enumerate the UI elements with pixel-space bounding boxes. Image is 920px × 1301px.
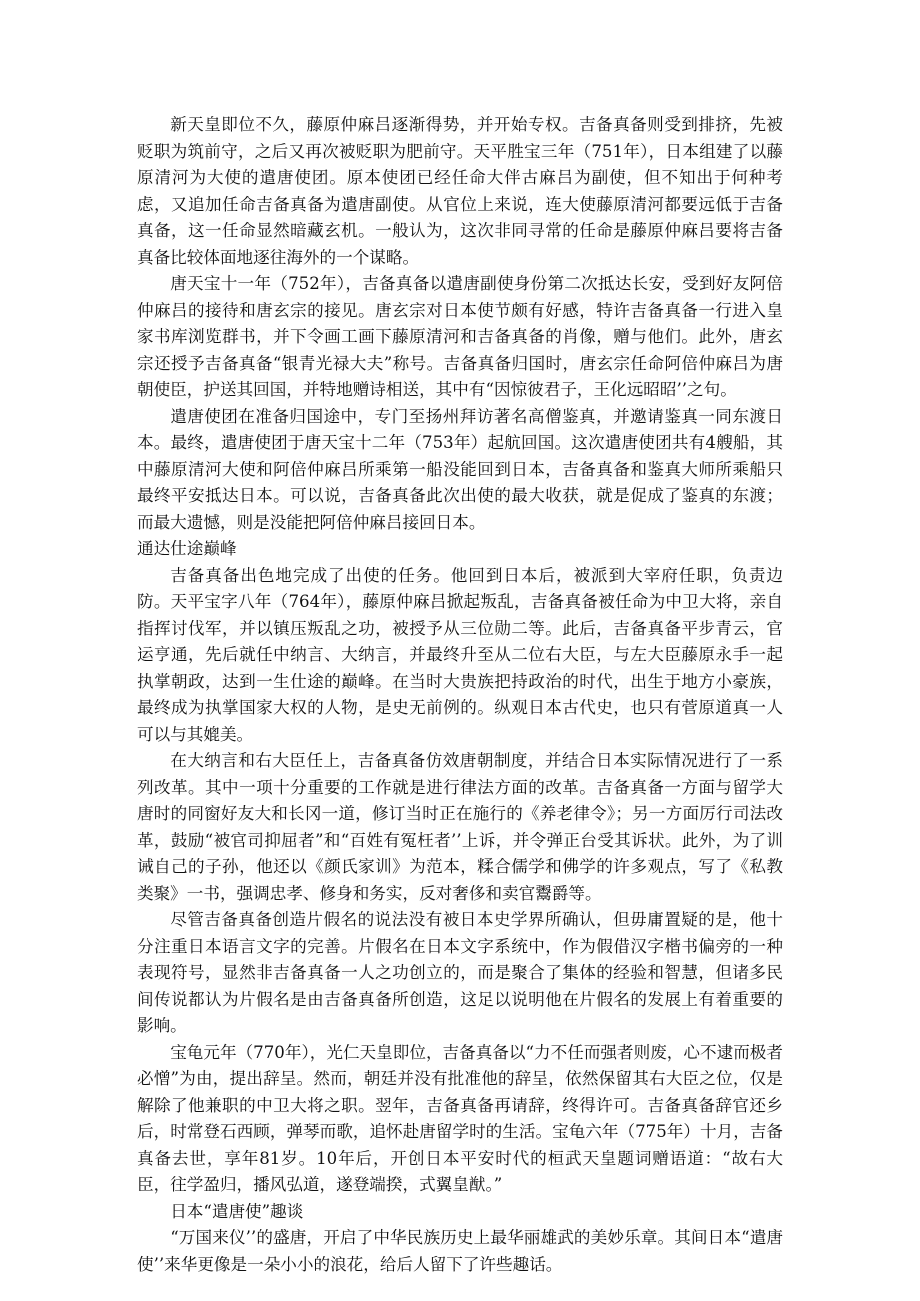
paragraph-career: 吉备真备出色地完成了出使的任务。他回到日本后，被派到大宰府任职，负责边防。天平宝字八年（764年），藤原仲麻吕掀起叛乱，吉备真备被任命为中卫大将，亲自指挥讨伐军，并以镇压叛乱之功，被授予从三位勋二等。此后，吉备真备平步青云，官运亨通，先后就任中纳言、大纳言，并最终升至从二位右大臣，与左大臣藤原永手一起执掌朝政，达到一生仕途的巅峰。在当时大贵族把持政治的时代，出生于地方小豪族，最终成为执掌国家大权的人物，是史无前例的。纵观日本古代史，也只有菅原道真一人可以与其媲美。: [137, 565, 783, 744]
section-heading-anecdotes: 日本“遣唐使”趣谈: [170, 1201, 304, 1221]
paragraph-reforms: 在大纳言和右大臣任上，吉备真备仿效唐朝制度，并结合日本实际情况进行了一系列改革。其中一项十分重要的工作就是进行律法方面的改革。吉备真备一方面与留学大唐时的同窗好友大和长冈一道，修订当时正在施行的《养老律令》；另一方面厉行司法改革，鼓励“被官司抑屈者”和“百姓有冤枉者’’上诉，并令弹正台受其诉状。此外，为了训诫自己的子孙，他还以《颜氏家训》为范本，糅合儒学和佛学的许多观点，写了《私教类聚》一书，强调忠孝、修身和务实，反对奢侈和卖官鬻爵等。: [137, 751, 783, 903]
paragraph-anecdotes-intro: “万国来仪’’的盛唐，开启了中华民族历史上最华丽雄武的美妙乐章。其间日本“遣唐使’’来华更像是一朵小小的浪花，给后人留下了许些趣话。: [137, 1228, 783, 1274]
document-page: [137, 112, 783, 1278]
section-heading-career-peak: 通达仕途巅峰: [137, 539, 237, 558]
paragraph-fujiwara-rise: 新天皇即位不久，藤原仲麻吕逐渐得势，并开始专权。吉备真备则受到排挤，先被贬职为筑前守，之后又再次被贬职为肥前守。天平胜宝三年（751年），日本组建了以藤原清河为大使的遣唐使团。原本使团已经任命大伴古麻吕为副使，但不知出于何种考虑，又追加任命吉备真备为遣唐副使。从官位上来说，连大使藤原清河都要远低于吉备真备，这一任命显然暗藏玄机。一般认为，这次非同寻常的任命是藤原仲麻吕要将吉备真备比较体面地逐往海外的一个谋略。: [137, 115, 783, 267]
paragraph-second-visit: 唐天宝十一年（752年），吉备真备以遣唐副使身份第二次抵达长安，受到好友阿倍仲麻吕的接待和唐玄宗的接见。唐玄宗对日本使节颇有好感，特许吉备真备一行进入皇家书库浏览群书，并下令画工画下藤原清河和吉备真备的肖像，赠与他们。此外，唐玄宗还授予吉备真备“银青光禄大夫”称号。吉备真备归国时，唐玄宗任命阿倍仲麻吕为唐朝使臣，护送其回国，并特地赠诗相送，其中有“因惊彼君子，王化远昭昭’’之句。: [137, 274, 783, 399]
paragraph-return-jianzhen: 遣唐使团在准备归国途中，专门至扬州拜访著名高僧鉴真，并邀请鉴真一同东渡日本。最终，遣唐使团于唐天宝十二年（753年）起航回国。这次遣唐使团共有4艘船，其中藤原清河大使和阿倍仲麻吕所乘第一船没能回到日本，吉备真备和鉴真大师所乘船只最终平安抵达日本。可以说，吉备真备此次出使的最大收获，就是促成了鉴真的东渡；而最大遗憾，则是没能把阿倍仲麻吕接回日本。: [137, 406, 783, 532]
paragraph-katakana: 尽管吉备真备创造片假名的说法没有被日本史学界所确认，但毋庸置疑的是，他十分注重日本语言文字的完善。片假名在日本文字系统中，作为假借汉字楷书偏旁的一种表现符号，显然非吉备真备一人之功创立的，而是聚合了集体的经验和智慧，但诸多民间传说都认为片假名是由吉备真备所创造，这足以说明他在片假名的发展上有着重要的影响。: [137, 910, 783, 1035]
paragraph-retirement: 宝龟元年（770年），光仁天皇即位，吉备真备以“力不任而强者则废，心不逮而极者必憎”为由，提出辞呈。然而，朝廷并没有批准他的辞呈，依然保留其右大臣之位，仅是解除了他兼职的中卫大将之职。翌年，吉备真备再请辞，终得许可。吉备真备辞官还乡后，时常登石西顾，弹琴而歌，追怀赴唐留学时的生活。宝龟六年（775年）十月，吉备真备去世，享年81岁。10年后，开创日本平安时代的桓武天皇题词赠语道：“故右大臣，往学盈归，播风弘道，遂登端揆，式翼皇猷。”: [137, 1042, 783, 1194]
